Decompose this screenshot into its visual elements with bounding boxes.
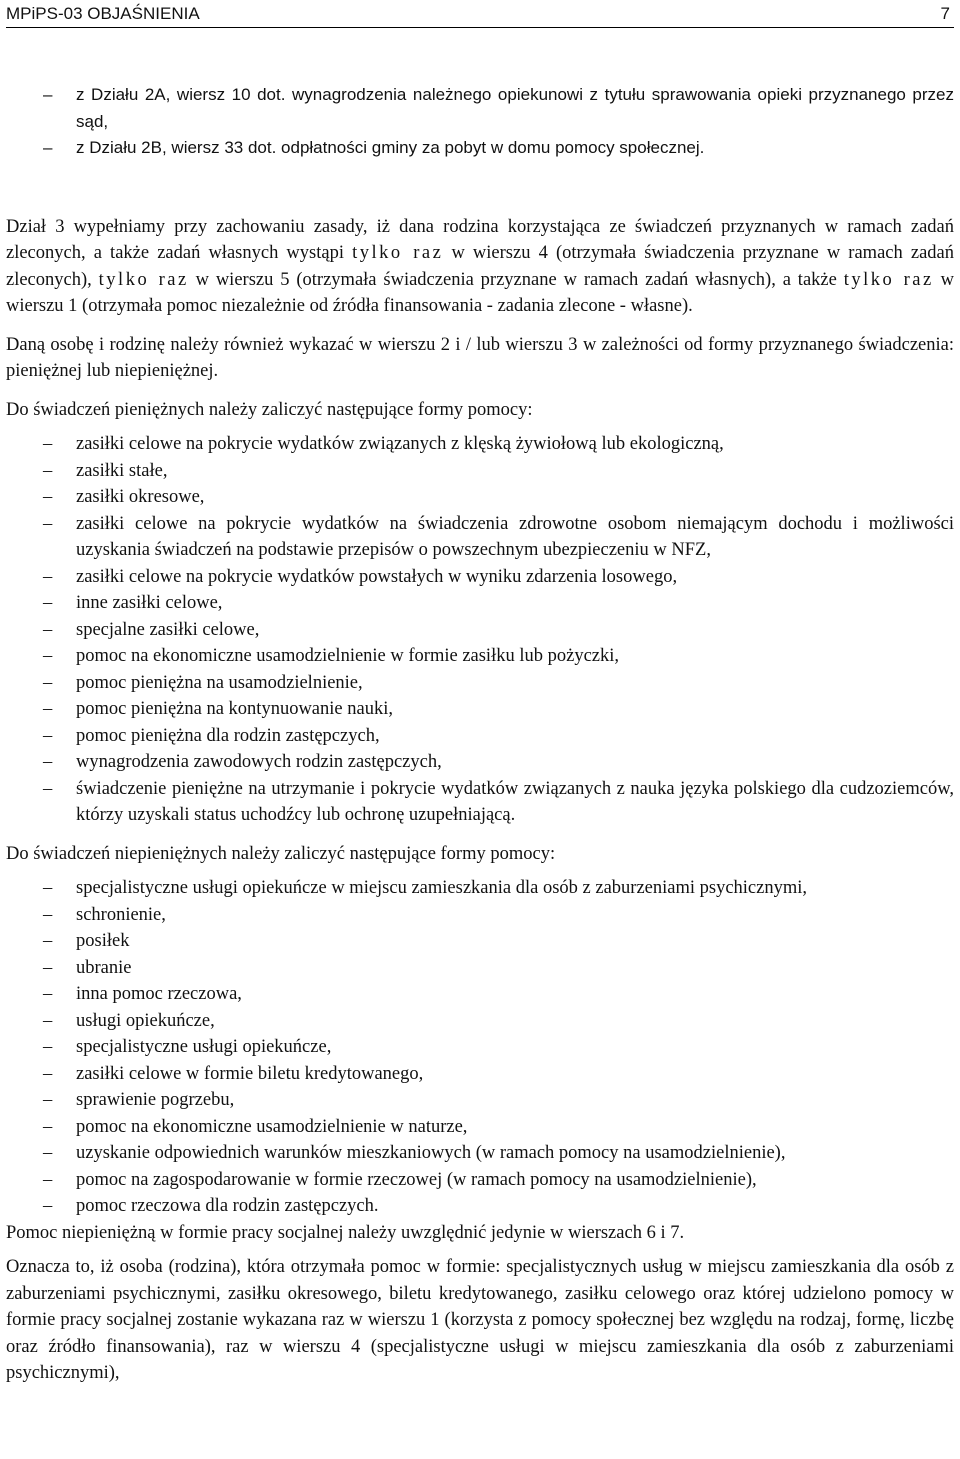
top-dash-list bbox=[6, 82, 954, 162]
list-item: – pomoc pieniężna dla rodzin zastępczych, bbox=[6, 723, 954, 750]
document-title: MPiPS-03 OBJAŚNIENIA bbox=[6, 4, 200, 23]
list-item: – wynagrodzenia zawodowych rodzin zastępczych, bbox=[6, 749, 954, 776]
list-item: – schronienie, bbox=[6, 902, 954, 929]
list-item: – pomoc na ekonomiczne usamodzielnienie w naturze, bbox=[6, 1114, 954, 1141]
list-item: – inna pomoc rzeczowa, bbox=[6, 981, 954, 1008]
list-item: – pomoc na ekonomiczne usamodzielnienie w formie zasiłku lub pożyczki, bbox=[6, 643, 954, 670]
list-item: – uzyskanie odpowiednich warunków mieszkaniowych (w ramach pomocy na usamodzielnienie), bbox=[6, 1140, 954, 1167]
list-item: – zasiłki okresowe, bbox=[6, 484, 954, 511]
paragraph-dzial3: Dział 3 wypełniamy przy zachowaniu zasady, iż dana rodzina korzystająca ze świadczeń przyznanych w ramach zadań zleconych, a także zadań własnych wystąpi tylko raz w wierszu 4 (otrzymała świadczenia przyznane w ramach zadań zleconych), tylko raz w wierszu 5 (otrzymała świadczenia przyznane w ramach zadań własnych), a także tylko raz w wierszu 1 (otrzymała pomoc niezależnie od źródła finansowania - zadania zlecone - własne). bbox=[6, 216, 954, 316]
emphasis-tylko-raz: tylko raz bbox=[352, 243, 444, 263]
list-item: – posiłek bbox=[6, 928, 954, 955]
list-item: – zasiłki celowe na pokrycie wydatków związanych z klęską żywiołową lub ekologiczną, bbox=[6, 431, 954, 458]
page-content bbox=[6, 82, 954, 1387]
list-item: – pomoc pieniężna na usamodzielnienie, bbox=[6, 670, 954, 697]
list-item: – inne zasiłki celowe, bbox=[6, 590, 954, 617]
cash-benefits-intro: Do świadczeń pieniężnych należy zaliczyć następujące formy pomocy: bbox=[6, 399, 533, 420]
list-item: – świadczenie pieniężne na utrzymanie i pokrycie wydatków związanych z nauka języka polskiego dla cudzoziemców, którzy uzyskali status uchodźcy lub ochronę uzupełniającą. bbox=[6, 776, 954, 829]
page-number: 7 bbox=[940, 4, 950, 23]
list-item: – zasiłki celowe w formie biletu kredytowanego, bbox=[6, 1061, 954, 1088]
list-item: – ubranie bbox=[6, 955, 954, 982]
list-item: – pomoc rzeczowa dla rodzin zastępczych. bbox=[6, 1193, 954, 1220]
list-item: – z Działu 2A, wiersz 10 dot. wynagrodzenia należnego opiekunowi z tytułu sprawowania opieki przyznanego przez sąd, bbox=[6, 82, 954, 135]
noncash-benefits-list bbox=[6, 875, 954, 1220]
paragraph-praca-socjalna: Pomoc niepieniężną w formie pracy socjalnej należy uwzględnić jedynie w wierszach 6 i 7. bbox=[6, 1222, 685, 1243]
noncash-benefits-intro: Do świadczeń niepieniężnych należy zaliczyć następujące formy pomocy: bbox=[6, 843, 556, 864]
list-item: – usługi opiekuńcze, bbox=[6, 1008, 954, 1035]
paragraph-oznacza-to: Oznacza to, iż osoba (rodzina), która otrzymała pomoc w formie: specjalistycznych usług w miejscu zamieszkania dla osób z zaburzeniami psychicznymi, zasiłku okresowego, biletu kredytowanego, zasiłku celowego oraz której udzielono pomocy w formie pracy socjalnej zostanie wykazana raz w wierszu 1 (korzysta z pomocy społecznej bez względu na rodzaj, formę, liczbę oraz źródło finansowania), raz w wierszu 4 (specjalistyczne usługi w miejscu zamieszkania dla osób z zaburzeniami psychicznymi), bbox=[6, 1257, 954, 1383]
list-item: – zasiłki stałe, bbox=[6, 458, 954, 485]
list-item: – pomoc na zagospodarowanie w formie rzeczowej (w ramach pomocy na usamodzielnienie), bbox=[6, 1167, 954, 1194]
list-item: – specjalistyczne usługi opiekuńcze w miejscu zamieszkania dla osób z zaburzeniami psychicznymi, bbox=[6, 875, 954, 902]
list-item: – specjalistyczne usługi opiekuńcze, bbox=[6, 1034, 954, 1061]
paragraph-osoba-rodzina: Daną osobę i rodzinę należy również wykazać w wierszu 2 i / lub wierszu 3 w zależności od formy przyznanego świadczenia: pieniężnej lub niepieniężnej. bbox=[6, 334, 954, 381]
list-item: – pomoc pieniężna na kontynuowanie nauki, bbox=[6, 696, 954, 723]
list-item: – zasiłki celowe na pokrycie wydatków na świadczenia zdrowotne osobom niemającym dochodu i możliwości uzyskania świadczeń na podstawie przepisów o powszechnym ubezpieczeniu w NFZ, bbox=[6, 511, 954, 564]
list-item: – sprawienie pogrzebu, bbox=[6, 1087, 954, 1114]
emphasis-tylko-raz: tylko raz bbox=[843, 269, 934, 290]
list-item: – specjalne zasiłki celowe, bbox=[6, 617, 954, 644]
list-item: – z Działu 2B, wiersz 33 dot. odpłatności gminy za pobyt w domu pomocy społecznej. bbox=[6, 135, 954, 162]
list-item: – zasiłki celowe na pokrycie wydatków powstałych w wyniku zdarzenia losowego, bbox=[6, 564, 954, 591]
cash-benefits-list bbox=[6, 431, 954, 829]
page-header bbox=[6, 3, 954, 28]
emphasis-tylko-raz: tylko raz bbox=[98, 269, 189, 290]
